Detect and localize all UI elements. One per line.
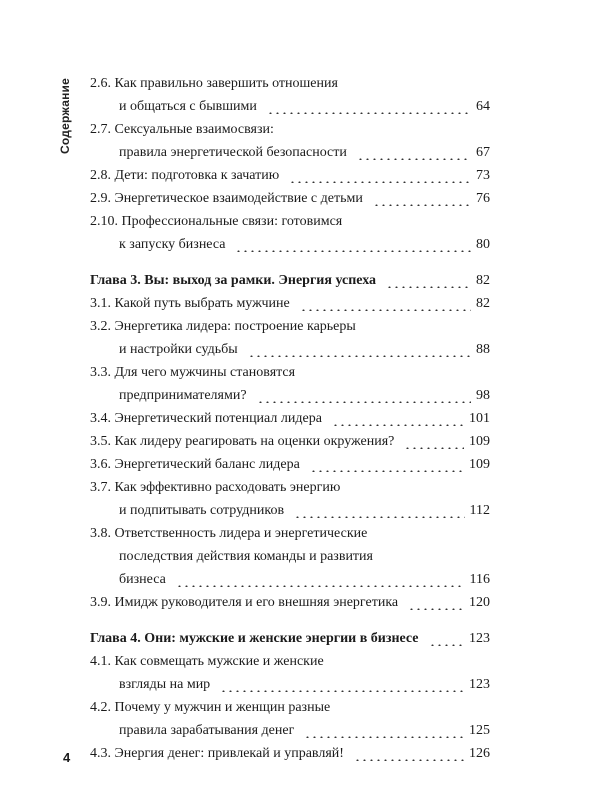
toc-entry-text: 2.7. Сексуальные взаимосвязи: [90, 122, 274, 137]
toc-entry[interactable] [90, 315, 490, 361]
page-ref: 64 [476, 99, 490, 114]
toc-entry[interactable] [90, 361, 490, 407]
toc-entry-line [90, 384, 490, 407]
dot-leader [429, 632, 464, 646]
toc-entry-line [90, 430, 490, 453]
dot-leader [248, 343, 471, 357]
page-ref: 98 [476, 388, 490, 403]
toc-entry-text: 2.6. Как правильно завершить отношения [90, 76, 338, 91]
chapter-line [90, 627, 490, 650]
toc-entry-line [90, 696, 490, 719]
toc-entry[interactable] [90, 292, 490, 315]
toc-entry[interactable] [90, 164, 490, 187]
dot-leader [404, 435, 464, 449]
toc-entry-text: 3.6. Энергетический баланс лидера [90, 457, 300, 472]
toc-entry-line [90, 95, 490, 118]
dot-leader [235, 238, 471, 252]
dot-leader [332, 412, 464, 426]
toc-entry-line [90, 742, 490, 765]
chapter-title: Глава 3. Вы: выход за рамки. Энергия успеха [90, 273, 377, 288]
toc-entry-line [90, 361, 490, 384]
toc-entry-text: правила зарабатывания денег [119, 723, 295, 738]
toc-entry-text: 3.7. Как эффективно расходовать энергию [90, 480, 341, 495]
toc-entry[interactable] [90, 72, 490, 118]
chapter-line [90, 269, 490, 292]
toc-entry-text: взгляды на мир [119, 677, 211, 692]
toc-entry-text: последствия действия команды и развития [119, 549, 373, 564]
chapter-title: Глава 4. Они: мужские и женские энергии в бизнесе [90, 631, 419, 646]
toc-entry[interactable] [90, 522, 490, 591]
toc-entry-text: правила энергетической безопасности [119, 145, 347, 160]
page-ref: 109 [469, 434, 490, 449]
running-header [54, 78, 76, 154]
toc-entry-line [90, 210, 490, 233]
page-ref: 101 [469, 411, 490, 426]
toc-entry-text: к запуску бизнеса [119, 237, 226, 252]
toc-entry-line [90, 141, 490, 164]
toc-chapter-3[interactable] [90, 269, 490, 292]
page-number: 4 [63, 750, 71, 765]
page-ref: 126 [469, 746, 490, 761]
toc-entry-line [90, 338, 490, 361]
toc-entry-text: бизнеса [119, 572, 166, 587]
dot-leader [373, 192, 471, 206]
dot-leader [357, 146, 471, 160]
toc-entry-line [90, 476, 490, 499]
toc-entry-line [90, 187, 490, 210]
toc-entry[interactable] [90, 210, 490, 256]
toc-entry-line [90, 118, 490, 141]
page-ref: 120 [469, 595, 490, 610]
toc-entry-line [90, 292, 490, 315]
page-ref: 73 [476, 168, 490, 183]
toc-entry-text: 3.9. Имидж руководителя и его внешняя энергетика [90, 595, 399, 610]
toc-entry-text: 3.1. Какой путь выбрать мужчине [90, 296, 290, 311]
toc-chapter-4[interactable] [90, 627, 490, 650]
toc-entry[interactable] [90, 696, 490, 742]
toc-group-chapter-4 [90, 650, 490, 765]
toc-entry-text: и подпитывать сотрудников [119, 503, 285, 518]
toc-entry-text: 4.1. Как совмещать мужские и женские [90, 654, 324, 669]
toc-entry[interactable] [90, 591, 490, 614]
toc-entry-text: 2.8. Дети: подготовка к зачатию [90, 168, 280, 183]
page-ref: 82 [476, 296, 490, 311]
toc-entry-line [90, 545, 490, 568]
toc-entry-line [90, 453, 490, 476]
toc-entry-text: 4.3. Энергия денег: привлекай и управляй! [90, 746, 344, 761]
page-ref: 116 [469, 572, 490, 587]
dot-leader [310, 458, 464, 472]
page-ref: 125 [469, 723, 490, 738]
toc-entry[interactable] [90, 187, 490, 210]
toc-entry[interactable] [90, 118, 490, 164]
dot-leader [300, 297, 471, 311]
group-spacer [90, 256, 490, 269]
toc-entry[interactable] [90, 453, 490, 476]
dot-leader [257, 389, 471, 403]
toc-group-chapter-2 [90, 72, 490, 256]
toc-entry-text: 2.9. Энергетическое взаимодействие с детьми [90, 191, 363, 206]
group-spacer [90, 614, 490, 627]
toc-entry-text: 3.5. Как лидеру реагировать на оценки окружения? [90, 434, 395, 449]
toc-entry-line [90, 315, 490, 338]
dot-leader [304, 724, 464, 738]
toc-entry-line [90, 650, 490, 673]
toc-entry-line [90, 233, 490, 256]
page-ref: 123 [469, 677, 490, 692]
page-ref: 67 [476, 145, 490, 160]
toc-entry-line [90, 499, 490, 522]
toc-entry-line [90, 568, 490, 591]
dot-leader [267, 100, 471, 114]
page-ref: 82 [476, 273, 490, 288]
page-ref: 109 [469, 457, 490, 472]
dot-leader [289, 169, 471, 183]
toc-entry-line [90, 522, 490, 545]
toc-entry-text: 4.2. Почему у мужчин и женщин разные [90, 700, 331, 715]
toc-entry-text: предпринимателями? [119, 388, 247, 403]
toc-entry[interactable] [90, 430, 490, 453]
toc-entry-line [90, 164, 490, 187]
page-ref: 88 [476, 342, 490, 357]
dot-leader [408, 596, 464, 610]
toc-group-chapter-3 [90, 292, 490, 614]
toc-entry-text: 2.10. Профессиональные связи: готовимся [90, 214, 343, 229]
page-ref: 76 [476, 191, 490, 206]
page-ref: 112 [469, 503, 490, 518]
section-title: Содержание [58, 78, 72, 154]
dot-leader [354, 747, 464, 761]
dot-leader [176, 573, 465, 587]
toc-entry[interactable] [90, 650, 490, 696]
toc-entry-text: 3.2. Энергетика лидера: построение карьеры [90, 319, 356, 334]
toc-entry-line [90, 673, 490, 696]
toc-entry-line [90, 591, 490, 614]
page-ref: 80 [476, 237, 490, 252]
toc-entry-text: и настройки судьбы [119, 342, 238, 357]
toc-entry-line [90, 407, 490, 430]
toc-entry[interactable] [90, 742, 490, 765]
dot-leader [386, 274, 471, 288]
dot-leader [294, 504, 464, 518]
toc-entry-line [90, 72, 490, 95]
table-of-contents [90, 72, 490, 765]
dot-leader [220, 678, 464, 692]
toc-entry[interactable] [90, 476, 490, 522]
toc-entry-text: и общаться с бывшими [119, 99, 257, 114]
toc-entry[interactable] [90, 407, 490, 430]
toc-entry-text: 3.4. Энергетический потенциал лидера [90, 411, 322, 426]
toc-entry-line [90, 719, 490, 742]
toc-entry-text: 3.3. Для чего мужчины становятся [90, 365, 296, 380]
toc-entry-text: 3.8. Ответственность лидера и энергетические [90, 526, 368, 541]
page-ref: 123 [469, 631, 490, 646]
